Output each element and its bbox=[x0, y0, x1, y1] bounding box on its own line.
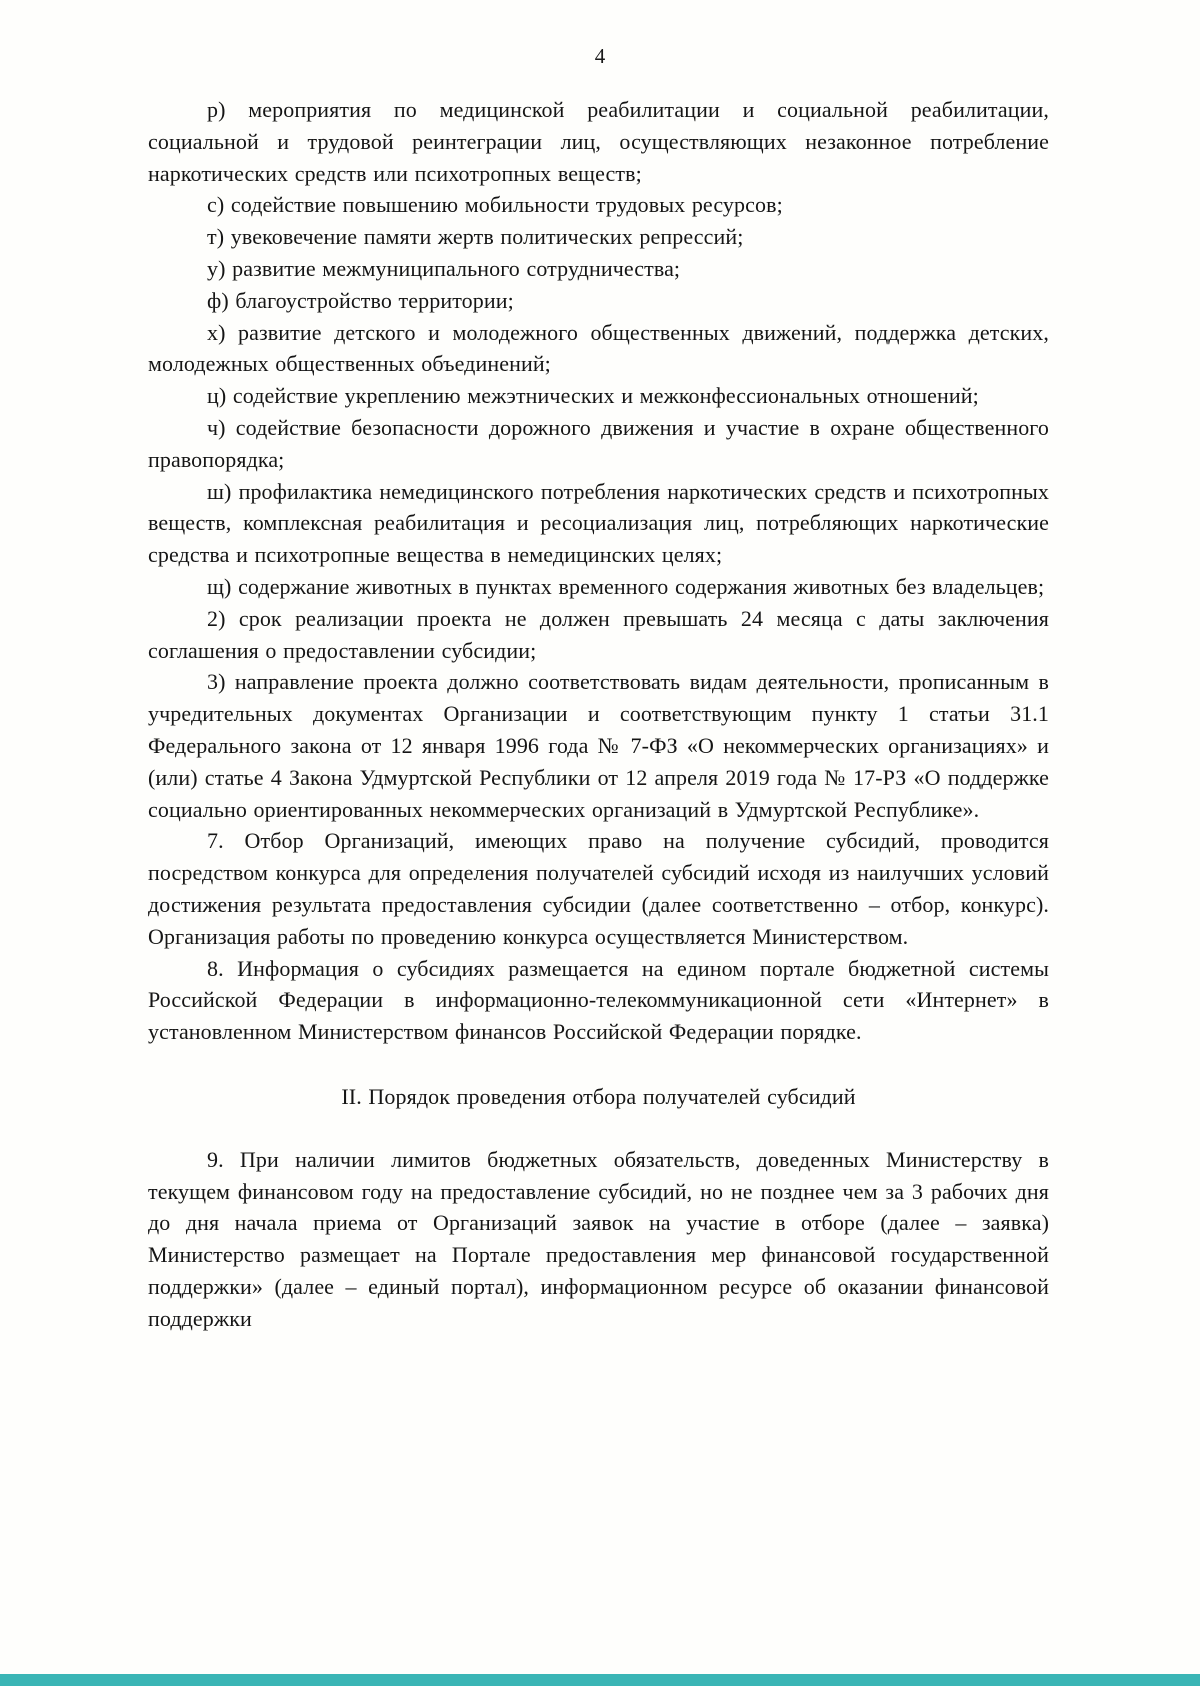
paragraph: у) развитие межмуниципального сотрудничества; bbox=[207, 255, 681, 281]
paragraph: 9. При наличии лимитов бюджетных обязательств, доведенных Министерству в текущем финансовом году на предоставление субсидий, но не позднее чем за 3 рабочих дня до дня начала приема от Организаций заявок на участие в отборе (далее – заявка) Министерство размещает на Портале предоставления мер финансовой государственной поддержки» (далее – единый портал), информационном ресурсе об оказании финансовой поддержки bbox=[148, 1146, 1049, 1331]
paragraph: щ) содержание животных в пунктах временного содержания животных без владельцев; bbox=[207, 573, 1045, 599]
paragraph: р) мероприятия по медицинской реабилитации и социальной реабилитации, социальной и трудовой реинтеграции лиц, осуществляющих незаконное потребление наркотических средств или психотропных веществ; bbox=[148, 97, 1049, 186]
section-heading: II. Порядок проведения отбора получателей субсидий bbox=[341, 1083, 856, 1109]
paragraph: 8. Информация о субсидиях размещается на едином портале бюджетной системы Российской Федерации в информационно-телекоммуникационной сети «Интернет» в установленном Министерством финансов Российской Федерации порядке. bbox=[148, 955, 1049, 1045]
paragraph: 7. Отбор Организаций, имеющих право на получение субсидий, проводится посредством конкурса для определения получателей субсидий исходя из наилучших условий достижения результата предоставления субсидии (далее соответственно – отбор, конкурс). Организация работы по проведению конкурса осуществляется Министерством. bbox=[148, 828, 1049, 949]
paragraph: 2) срок реализации проекта не должен превышать 24 месяца с даты заключения соглашения о предоставлении субсидии; bbox=[148, 605, 1049, 663]
paragraph: с) содействие повышению мобильности трудовых ресурсов; bbox=[207, 192, 783, 218]
bottom-accent-bar bbox=[0, 1674, 1200, 1686]
page-number: 4 bbox=[594, 44, 606, 68]
paragraph: т) увековечение памяти жертв политических репрессий; bbox=[207, 224, 744, 250]
paragraph: ш) профилактика немедицинского потребления наркотических средств и психотропных веществ, комплексная реабилитация и ресоциализация лиц, потребляющих наркотические средства и психотропные вещества в немедицинских целях; bbox=[148, 478, 1049, 568]
paragraph: ф) благоустройство территории; bbox=[207, 287, 514, 313]
paragraph: ц) содействие укреплению межэтнических и межконфессиональных отношений; bbox=[207, 383, 979, 409]
paragraph: ч) содействие безопасности дорожного движения и участие в охране общественного правопорядка; bbox=[148, 414, 1049, 472]
paragraph: х) развитие детского и молодежного общественных движений, поддержка детских, молодежных общественных объединений; bbox=[148, 319, 1049, 377]
paragraph: 3) направление проекта должно соответствовать видам деятельности, прописанным в учредительных документах Организации и соответствующим пункту 1 статьи 31.1 Федерального закона от 12 января 1996 года № 7-ФЗ «О некоммерческих организациях» и (или) статье 4 Закона Удмуртской Республики от 12 апреля 2019 года № 17-РЗ «О поддержке социально ориентированных некоммерческих организаций в Удмуртской Республике». bbox=[148, 669, 1049, 822]
document-body bbox=[148, 94, 1049, 1334]
